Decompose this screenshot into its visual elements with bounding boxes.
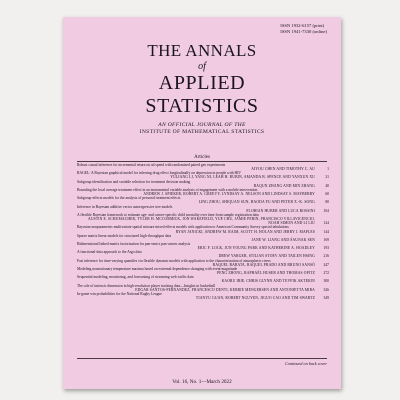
article-authors: LING ZHOU, SHIQUAN SUN, HAODA FU AND PETER X.-K. SONG [198,200,315,205]
article-page: 169 [323,237,329,242]
journal-cover [63,17,341,389]
article-entry [77,180,329,188]
journal-subtitle [63,122,341,136]
article-authors: DREW YARGER, STILIAN STOEV AND TAILEN HSING [218,254,315,259]
article-authors: ERIC F. LOCK, JUN YOUNG PARK AND KATHERINE A. HOADLEY [197,246,315,251]
article-page: 40 [325,183,329,188]
divider-bottom [77,358,327,359]
article-title: Modeling nonstationary temperature maxima based on extremal dependence changing with event magnitude [77,266,238,271]
article-entry [77,242,329,250]
journal-title-statistics: STATISTICS [145,95,259,117]
article-title: Sequential modeling, monitoring, and forecasting of streaming web traffic data [77,275,194,280]
article-page: 300 [323,279,329,284]
issn-print: ISSN 1932-6157 (print) [280,23,325,28]
journal-title-the-annals: THE ANNALS [147,41,257,60]
volume-footer: Vol. 16, No. 1—March 2022 [172,379,232,385]
article-title: Bidimensional linked matrix factorization for pan-omics pan-cancer analysis [77,241,191,246]
article-page: 326 [323,287,329,292]
article-entry [77,234,329,242]
article-title: BAGEL: A Bayesian graphical model for inferring drug effect longitudinally on depression in people with HIV [77,171,242,176]
articles-heading: Articles [194,155,210,160]
article-authors: RYAN JANICKI, ANDREW M. RAIM, SCOTT H. HOLAN AND JERRY J. MAPLES [175,229,315,234]
article-entry [77,292,329,300]
article-title: In-game win probabilities for the National Rugby League [77,291,162,296]
article-entry [77,196,329,204]
article-page: 104 [323,208,329,213]
article-title: Bounding the local average treatment effect in an instrumental variable analysis of engagement with a mobile intervention [77,187,258,192]
article-entry [77,259,329,267]
article-authors: ANDREW J. SPIEKER, ROBERT A. GREEVY, LYNDSAY A. NELSON AND LINDSAY S. MAYBERRY [143,192,315,197]
article-title: A functional-data approach to the Argo data [77,250,142,255]
issn-online: ISSN 1941-7330 (online) [280,28,327,34]
article-title: Inference in Bayesian additive vector autoregressive tree models [77,204,173,209]
article-page: 1 [327,167,329,172]
article-page: 216 [323,254,329,259]
article-title: Robust causal inference for incremental return on ad spend with randomized paired geo experiments [77,163,226,167]
article-entry [77,205,329,213]
article-page: 144 [323,229,329,234]
article-authors: AUSTIN E. SCHUMACHER, TYLER H. MCCORMICK, JON WAKEFIELD, YUE CHU, JAMIE PERIN, FRANCISCO VILLAVICENCIO, NOAH SIMON AND LI LIU [88,217,315,226]
article-page: 80 [325,200,329,205]
article-title: Bayesian nonparametric multivariate spatial mixture mixed effects models with application to American Community Survey special tabulations [77,225,289,230]
article-authors: FLORIAN HUBER AND LUCA ROSSINI [246,208,315,213]
journal-title-of: of [198,61,206,72]
article-entry [77,171,329,179]
article-authors: KAORU IRIE, CHRIS GLYNN AND TEVFIK AKTEKIN [221,279,315,284]
article-page: 193 [323,246,329,251]
article-authors: BAQUN ZHANG AND MIN ZHANG [253,183,315,188]
article-entry [77,163,329,171]
article-authors: YULIANG LI, YANG NI, LEAH H. RUBIN, AMANDA B. SPENCE AND YANXUN XU [170,175,315,180]
article-authors: RAQUEL BARATA, RAQUEL PRADO AND BRUNO SANSÓ [212,262,315,267]
article-authors: PENG ZHONG, RAPHAËL HUSER AND THOMAS OPITZ [217,271,315,276]
article-entry [77,267,329,275]
article-authors: JANE W. LIANG AND ŚAUNAK SEN [251,237,315,242]
article-entry [77,225,329,233]
article-title: Subgroup identification and variable selection for treatment decision making [77,179,191,184]
divider-top [77,161,327,162]
article-entry [77,250,329,258]
article-authors: EDGAR SANTOS-FERNANDEZ, FRANCESCO DENTI, KERRIE MENGERSEN AND ANTONIETTA MIRA [135,287,315,292]
subtitle-line-1: AN OFFICIAL JOURNAL OF THE [158,122,246,128]
article-entry [77,284,329,292]
article-title: Fast inference for time-varying quantiles via flexible dynamic models with application to the characterization of atmospheric rivers [77,258,271,263]
continued-note: Continued on back cover [285,361,327,366]
article-entry [77,213,329,225]
article-page: 21 [325,175,329,180]
table-of-contents [77,163,329,300]
article-authors: AIYOU CHEN AND TIMOTHY C. AU [251,167,315,172]
article-page: 60 [325,192,329,197]
article-title: Subgroup-effects models for the analysis of personal treatment effects [77,196,181,201]
article-title: Sparse matrix linear models for structured high-throughput data [77,233,172,238]
article-title: The role of intrinsic dimension in high-resolution player tracking data—Insights in basketball [77,283,216,288]
article-page: 247 [323,262,329,267]
article-entry [77,188,329,196]
issn-block [280,23,327,34]
journal-title-applied: APPLIED [158,72,246,94]
article-page: 124 [323,221,329,226]
subtitle-line-2: INSTITUTE OF MATHEMATICAL STATISTICS [139,129,265,135]
article-page: 349 [323,296,329,300]
article-page: 272 [323,271,329,276]
article-entry [77,275,329,283]
article-authors: TIANYU GUAN, ROBERT NGUYEN, JIGUO CAO AND TIM SWARTZ [195,296,315,300]
article-title: A flexible Bayesian framework to estimate age- and cancer-specific child mortality over time from sample registration data [77,212,259,217]
